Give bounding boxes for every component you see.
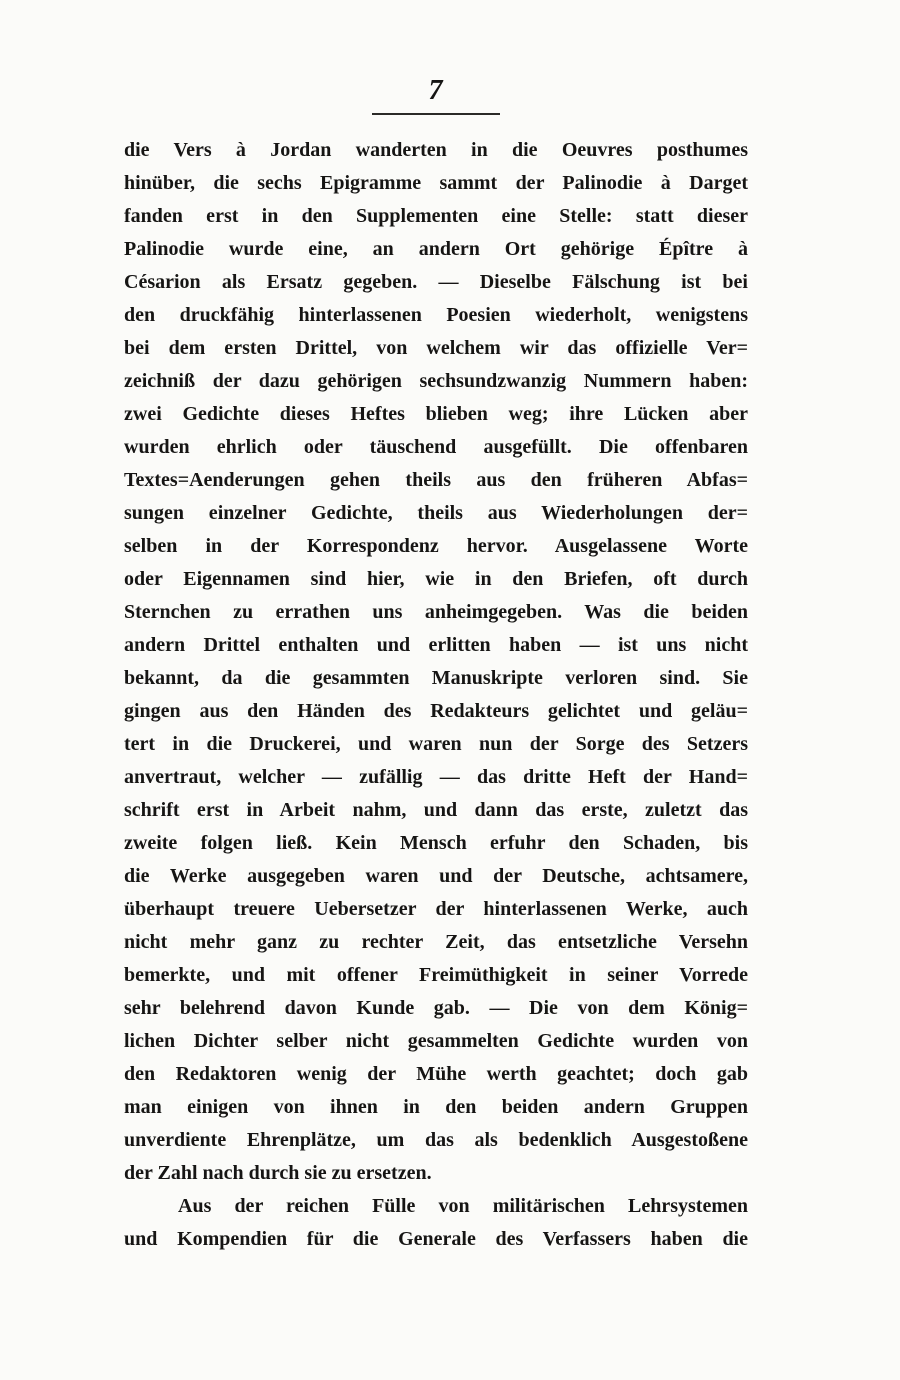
text-line: zweite folgen ließ. Kein Mensch erfuhr den Schaden, bis <box>124 832 748 854</box>
text-line: und Kompendien für die Generale des Verfassers haben die <box>124 1228 748 1250</box>
text-block <box>124 134 748 1256</box>
header-rule-divider <box>372 113 500 115</box>
text-line: zeichniß der dazu gehörigen sechsundzwanzig Nummern haben: <box>124 370 748 392</box>
text-line: schrift erst in Arbeit nahm, und dann das erste, zuletzt das <box>124 799 748 821</box>
page-header <box>124 74 748 115</box>
text-line: den Redaktoren wenig der Mühe werth geachtet; doch gab <box>124 1063 748 1085</box>
text-line: fanden erst in den Supplementen eine Stelle: statt dieser <box>124 205 748 227</box>
text-line: überhaupt treuere Uebersetzer der hinterlassenen Werke, auch <box>124 898 748 920</box>
text-line: Césarion als Ersatz gegeben. — Dieselbe Fälschung ist bei <box>124 271 748 293</box>
text-line: selben in der Korrespondenz hervor. Ausgelassene Worte <box>124 535 748 557</box>
text-line: die Vers à Jordan wanderten in die Oeuvres posthumes <box>124 139 748 161</box>
text-line: den druckfähig hinterlassenen Poesien wiederholt, wenigstens <box>124 304 748 326</box>
text-line: sungen einzelner Gedichte, theils aus Wiederholungen der= <box>124 502 748 524</box>
text-line: andern Drittel enthalten und erlitten haben — ist uns nicht <box>124 634 748 656</box>
text-line: bei dem ersten Drittel, von welchem wir das offizielle Ver= <box>124 337 748 359</box>
text-line: unverdiente Ehrenplätze, um das als bedenklich Ausgestoßene <box>124 1129 748 1151</box>
text-line: tert in die Druckerei, und waren nun der Sorge des Setzers <box>124 733 748 755</box>
page-number: 7 <box>428 75 444 106</box>
text-line: man einigen von ihnen in den beiden andern Gruppen <box>124 1096 748 1118</box>
text-line: gingen aus den Händen des Redakteurs gelichtet und geläu= <box>124 700 748 722</box>
text-line: nicht mehr ganz zu rechter Zeit, das entsetzliche Versehn <box>124 931 748 953</box>
text-line: bemerkte, und mit offener Freimüthigkeit in seiner Vorrede <box>124 964 748 986</box>
text-line: hinüber, die sechs Epigramme sammt der Palinodie à Darget <box>124 172 748 194</box>
text-line: oder Eigennamen sind hier, wie in den Briefen, oft durch <box>124 568 748 590</box>
text-line: Sternchen zu errathen uns anheimgegeben. Was die beiden <box>124 601 748 623</box>
text-line: Textes=Aenderungen gehen theils aus den früheren Abfas= <box>124 469 748 491</box>
text-line: wurden ehrlich oder täuschend ausgefüllt. Die offenbaren <box>124 436 748 458</box>
text-line: bekannt, da die gesammten Manuskripte verloren sind. Sie <box>124 667 748 689</box>
text-line: die Werke ausgegeben waren und der Deutsche, achtsamere, <box>124 865 748 887</box>
text-line: Palinodie wurde eine, an andern Ort gehörige Épître à <box>124 238 748 260</box>
text-line: anvertraut, welcher — zufällig — das dritte Heft der Hand= <box>124 766 748 788</box>
text-line: zwei Gedichte dieses Heftes blieben weg; ihre Lücken aber <box>124 403 748 425</box>
text-line: sehr belehrend davon Kunde gab. — Die von dem König= <box>124 997 748 1019</box>
text-line: lichen Dichter selber nicht gesammelten Gedichte wurden von <box>124 1030 748 1052</box>
text-line: Aus der reichen Fülle von militärischen Lehrsystemen <box>178 1195 748 1217</box>
text-line: der Zahl nach durch sie zu ersetzen. <box>124 1162 432 1184</box>
